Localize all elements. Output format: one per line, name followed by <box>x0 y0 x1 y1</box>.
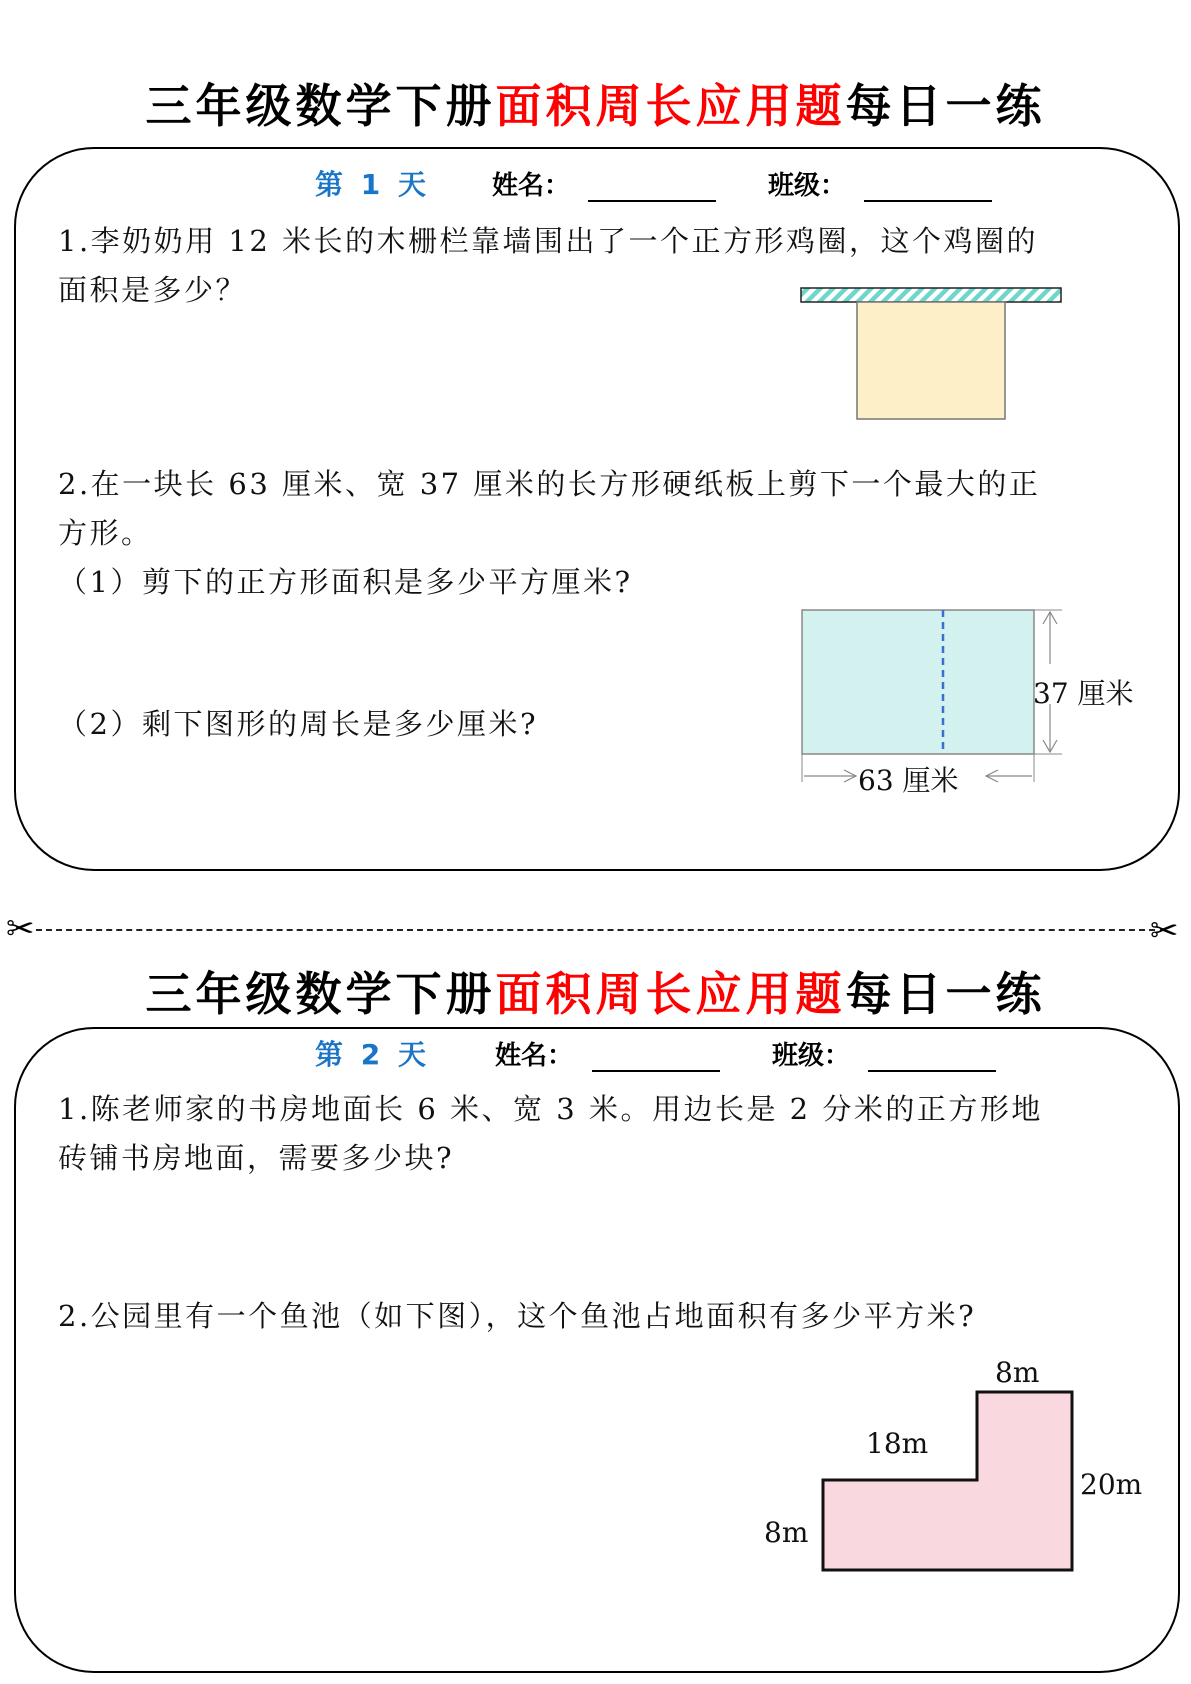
name-blank[interactable] <box>588 200 716 202</box>
coop-square <box>857 302 1005 419</box>
title-part1: 三年级数学下册 <box>145 967 496 1021</box>
left-8m-label: 8m <box>764 1516 809 1549</box>
class-blank[interactable] <box>868 1070 996 1072</box>
sheet1-title <box>0 78 1191 134</box>
name-blank[interactable] <box>592 1070 720 1072</box>
q1-line1: 1.陈老师家的书房地面长 6 米、宽 3 米。用边长是 2 分米的正方形地 <box>58 1092 1043 1126</box>
name-label: 姓名： <box>492 171 571 201</box>
q1-line1: 1.李奶奶用 12 米长的木栅栏靠墙围出了一个正方形鸡圈，这个鸡圈的 <box>58 224 1039 258</box>
title-part2: 面积周长应用题 <box>495 967 846 1021</box>
title-part3: 每日一练 <box>845 79 1046 133</box>
sheet1-header-row <box>0 163 1191 203</box>
q1-line2: 砖铺书房地面，需要多少块? <box>58 1141 455 1175</box>
sheet2-title <box>0 966 1191 1022</box>
class-blank[interactable] <box>864 200 992 202</box>
q2-sub1: （1）剪下的正方形面积是多少平方厘米? <box>58 565 633 599</box>
rect-height-label: 37 厘米 <box>1033 677 1134 710</box>
cut-line <box>36 929 1155 931</box>
top-8m-label: 8m <box>995 1356 1040 1389</box>
scissors-icon: ✂ <box>6 909 35 949</box>
cardboard-rect <box>802 610 1034 754</box>
title-part3: 每日一练 <box>845 967 1046 1021</box>
title-part2: 面积周长应用题 <box>495 79 846 133</box>
wall-shape <box>801 288 1061 302</box>
right-20m-label: 20m <box>1080 1468 1143 1501</box>
q1-line2: 面积是多少？ <box>58 273 248 307</box>
day-label: 第 1 天 <box>315 168 430 201</box>
coop-figure <box>796 284 1070 426</box>
q2-line1: 2.在一块长 63 厘米、宽 37 厘米的长方形硬纸板上剪下一个最大的正 <box>58 467 1041 501</box>
class-label: 班级： <box>768 171 847 201</box>
title-part1: 三年级数学下册 <box>145 79 496 133</box>
sheet2-header-row <box>0 1033 1191 1073</box>
inner-18m-label: 18m <box>866 1427 929 1460</box>
day-label: 第 2 天 <box>315 1038 430 1071</box>
class-label: 班级： <box>772 1041 851 1071</box>
rect-width-label: 63 厘米 <box>858 764 959 797</box>
q2-sub2: （2）剩下图形的周长是多少厘米? <box>58 707 538 741</box>
pond-shape <box>823 1392 1072 1570</box>
name-label: 姓名： <box>495 1041 574 1071</box>
q2-line1: 2.公园里有一个鱼池（如下图），这个鱼池占地面积有多少平方米? <box>58 1299 977 1333</box>
scissors-icon: ✂ <box>1150 911 1179 951</box>
q2-line2: 方形。 <box>58 516 153 550</box>
